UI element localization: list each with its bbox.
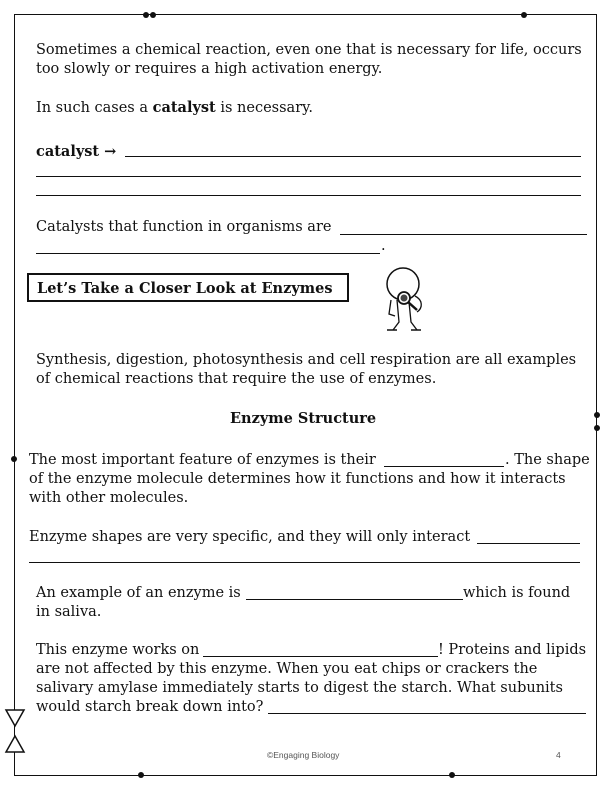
amylase-substrate-blank[interactable] (203, 656, 438, 657)
catalyst-sentence (36, 98, 313, 118)
amylase-line-1-pre: This enzyme works on (36, 642, 200, 658)
border-dot (143, 12, 149, 18)
enzyme-example-blank[interactable] (246, 599, 463, 600)
border-dot (449, 772, 455, 778)
enzyme-feature-line-3: with other molecules. (29, 490, 189, 506)
organism-catalysts-blank-2[interactable] (36, 253, 380, 254)
border-dot (11, 456, 17, 462)
enzyme-example-line-2: in saliva. (36, 604, 102, 620)
amylase-line-3: salivary amylase immediately starts to digest the starch. What subunits (36, 680, 563, 696)
organism-catalysts-period: . (381, 238, 386, 254)
border-dot (594, 412, 600, 418)
catalyst-definition-blank-2[interactable] (36, 176, 581, 177)
enzyme-specificity-blank[interactable] (477, 543, 580, 544)
section-title: Let’s Take a Closer Look at Enzymes (37, 280, 333, 297)
starch-subunits-blank[interactable] (268, 713, 586, 714)
enzyme-feature-line-1-pre: The most important feature of enzymes is their (29, 452, 376, 468)
catalyst-sentence-pre: In such cases a (36, 100, 153, 116)
catalyst-sentence-post: is necessary. (215, 100, 314, 116)
amylase-line-2: are not affected by this enzyme. When you eat chips or crackers the (36, 661, 538, 677)
enzyme-specificity-sentence: Enzyme shapes are very specific, and they will only interact (29, 529, 471, 545)
enzyme-specificity-blank-2[interactable] (29, 562, 580, 563)
organism-catalysts-sentence: Catalysts that function in organisms are (36, 219, 332, 235)
page-number: 4 (556, 750, 561, 760)
intro-line-2: too slowly or requires a high activation energy. (36, 61, 383, 77)
catalyst-definition-blank[interactable] (125, 156, 581, 157)
border-triangles-icon (4, 706, 26, 754)
enzyme-examples-line-2: of chemical reactions that require the use of enzymes. (36, 371, 437, 387)
border-dot (150, 12, 156, 18)
border-dot (521, 12, 527, 18)
border-dot (594, 425, 600, 431)
enzyme-structure-heading: Enzyme Structure (230, 410, 377, 427)
magnifying-glass-character-icon (377, 264, 439, 336)
enzyme-feature-blank[interactable] (384, 466, 504, 467)
footer-credit: ©Engaging Biology (267, 750, 340, 760)
amylase-line-4: would starch break down into? (36, 699, 264, 715)
catalyst-definition-blank-3[interactable] (36, 195, 581, 196)
catalyst-definition-label: catalyst → (36, 143, 117, 160)
section-title-box (27, 273, 349, 302)
enzyme-feature-line-1-post: . The shape (505, 452, 590, 468)
amylase-line-1-post: ! Proteins and lipids (438, 642, 587, 658)
intro-line-1: Sometimes a chemical reaction, even one that is necessary for life, occurs (36, 42, 582, 58)
enzyme-example-line-1-pre: An example of an enzyme is (36, 585, 241, 601)
enzyme-example-line-1-post: which is found (463, 585, 571, 601)
catalyst-term: catalyst (152, 99, 216, 116)
enzyme-feature-line-2: of the enzyme molecule determines how it functions and how it interacts (29, 471, 566, 487)
enzyme-examples-line-1: Synthesis, digestion, photosynthesis and cell respiration are all examples (36, 352, 577, 368)
organism-catalysts-blank[interactable] (340, 234, 587, 235)
border-dot (138, 772, 144, 778)
